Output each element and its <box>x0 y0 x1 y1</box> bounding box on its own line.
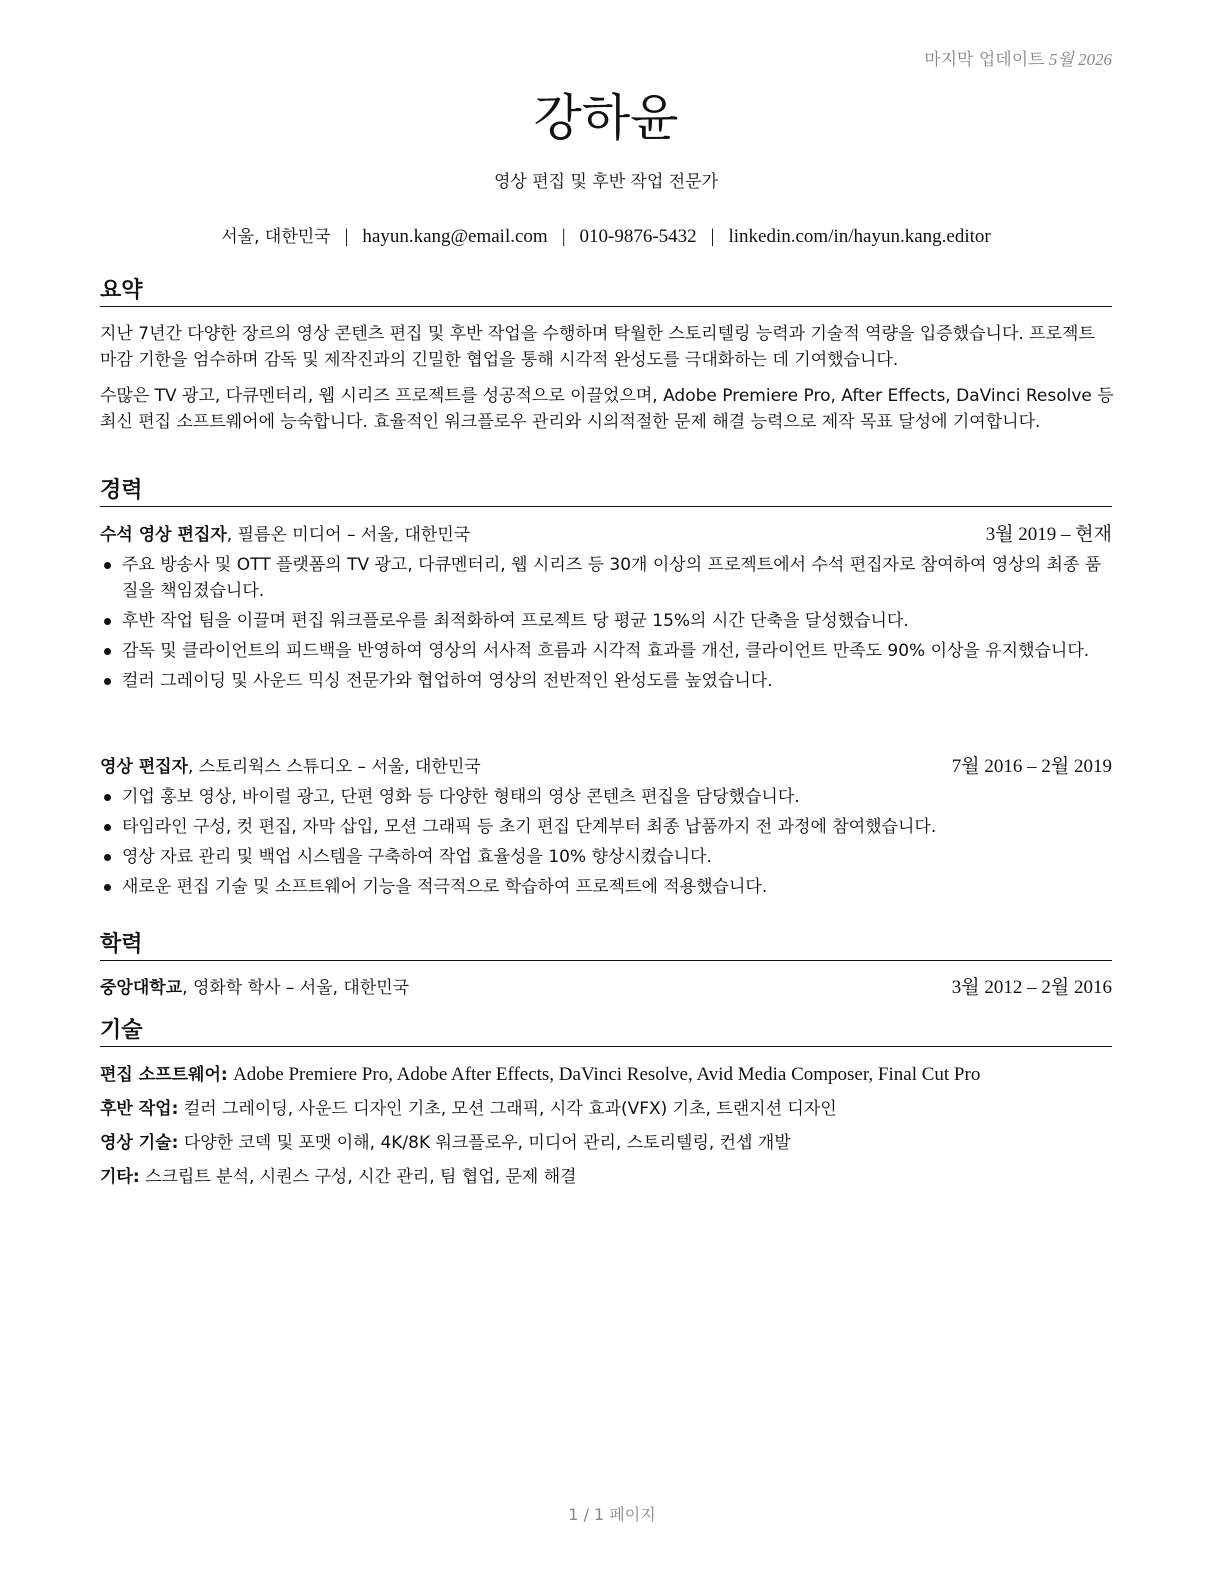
education-degree: 영화학 학사 <box>192 978 281 998</box>
job-location: 서울, 대한민국 <box>360 525 471 545</box>
job-role: 영상 편집자 <box>100 757 189 777</box>
job-bullet: 주요 방송사 및 OTT 플랫폼의 TV 광고, 다큐멘터리, 웹 시리즈 등 30개 이상의 프로젝트에서 수석 편집자로 참여하여 영상의 최종 품질을 책임졌습니다. <box>100 552 1112 604</box>
job-bullet: 타임라인 구성, 컷 편집, 자막 삽입, 모션 그래픽 등 초기 편집 단계부터 최종 납품까지 전 과정에 참여했습니다. <box>100 814 1112 840</box>
contact-separator: | <box>561 226 566 247</box>
job-header: 영상 편집자, 스토리웍스 스튜디오 – 서울, 대한민국 7월 2016 – 2월 2019 <box>100 754 1112 780</box>
job-header: 수석 영상 편집자, 필름온 미디어 – 서울, 대한민국 3월 2019 – 현재 <box>100 522 1112 548</box>
job-bullet: 후반 작업 팀을 이끌며 편집 워크플로우를 최적화하여 프로젝트 당 평균 15%의 시간 단축을 달성했습니다. <box>100 608 1112 634</box>
job-bullet-list <box>100 552 1112 698</box>
skill-row <box>100 1164 1112 1190</box>
page-number: 1 / 1 페이지 <box>568 1505 656 1524</box>
education-dates: 3월 2012 – 2월 2016 <box>951 977 1112 998</box>
section-title-education: 학력 <box>100 931 1112 961</box>
skill-row <box>100 1062 1112 1088</box>
candidate-name: 강하윤 <box>533 89 679 147</box>
contact-location: 서울, 대한민국 <box>221 227 331 247</box>
contact-phone: 010-9876-5432 <box>579 226 697 247</box>
job-bullet: 감독 및 클라이언트의 피드백을 반영하여 영상의 서사적 흐름과 시각적 효과를 개선, 클라이언트 만족도 90% 이상을 유지했습니다. <box>100 638 1112 664</box>
last-updated-label: 마지막 업데이트 <box>924 50 1045 70</box>
skill-label: 영상 기술: <box>100 1133 179 1153</box>
job-dates: 7월 2016 – 2월 2019 <box>951 756 1112 777</box>
last-updated <box>924 45 1112 70</box>
contact-linkedin-link[interactable]: linkedin.com/in/hayun.kang.editor <box>728 226 991 247</box>
skill-label: 후반 작업: <box>100 1099 179 1119</box>
skill-values: 다양한 코덱 및 포맷 이해, 4K/8K 워크플로우, 미디어 관리, 스토리텔링, 컨셉 개발 <box>183 1133 791 1153</box>
job-dates: 3월 2019 – 현재 <box>985 524 1112 545</box>
skill-label: 기타: <box>100 1167 140 1187</box>
summary-paragraph: 지난 7년간 다양한 장르의 영상 콘텐츠 편집 및 후반 작업을 수행하며 탁월한 스토리텔링 능력과 기술적 역량을 입증했습니다. 프로젝트 마감 기한을 엄수하며 감독 및 제작진과의 긴밀한 협업을 통해 시각적 완성도를 극대화하는 데 기여했습니다. <box>100 324 1095 370</box>
section-title-experience: 경력 <box>100 477 1112 507</box>
contact-line <box>100 224 1112 250</box>
job-location: 서울, 대한민국 <box>371 757 481 777</box>
job-company: 필름온 미디어 <box>237 525 342 545</box>
job-company: 스토리웍스 스튜디오 <box>198 757 353 777</box>
job-bullet: 기업 홍보 영상, 바이럴 광고, 단편 영화 등 다양한 형태의 영상 콘텐츠 편집을 담당했습니다. <box>100 784 1112 810</box>
job-bullet: 영상 자료 관리 및 백업 시스템을 구축하여 작업 효율성을 10% 향상시켰습니다. <box>100 844 1112 870</box>
skill-row <box>100 1096 1112 1122</box>
contact-separator: | <box>710 226 715 247</box>
education-entry: 중앙대학교, 영화학 학사 – 서울, 대한민국 3월 2012 – 2월 2016 <box>100 975 1112 1001</box>
job-bullet: 새로운 편집 기술 및 소프트웨어 기능을 적극적으로 학습하여 프로젝트에 적용했습니다. <box>100 874 1112 900</box>
education-school: 중앙대학교 <box>100 978 183 998</box>
job-bullet-list <box>100 784 1112 904</box>
contact-separator: | <box>344 226 349 247</box>
candidate-headline: 영상 편집 및 후반 작업 전문가 <box>493 172 719 192</box>
contact-email-link[interactable]: hayun.kang@email.com <box>362 226 548 247</box>
section-title-skills: 기술 <box>100 1017 1112 1047</box>
skill-values: 스크립트 분석, 시퀀스 구성, 시간 관리, 팀 협업, 문제 해결 <box>145 1167 577 1187</box>
skill-row <box>100 1130 1112 1156</box>
job-bullet: 컬러 그레이딩 및 사운드 믹싱 전문가와 협업하여 영상의 전반적인 완성도를 높였습니다. <box>100 668 1112 694</box>
education-location: 서울, 대한민국 <box>299 978 410 998</box>
job-role: 수석 영상 편집자 <box>100 525 227 545</box>
skill-values: Adobe Premiere Pro, Adobe After Effects, DaVinci Resolve, Avid Media Composer, Final Cut Pro <box>233 1064 981 1085</box>
skill-values: 컬러 그레이딩, 사운드 디자인 기초, 모션 그래픽, 시각 효과(VFX) 기초, 트랜지션 디자인 <box>183 1099 837 1119</box>
summary-paragraph: 수많은 TV 광고, 다큐멘터리, 웹 시리즈 프로젝트를 성공적으로 이끌었으며, Adobe Premiere Pro, After Effects, DaVinci Resolve 등 최신 편집 소프트웨어에 능숙합니다. 효율적인 워크플로우 관리와 시의적절한 문제 해결 능력으로 제작 목표 달성에 기여합니다. <box>100 386 1114 432</box>
section-title-summary: 요약 <box>100 277 1112 307</box>
skill-label: 편집 소프트웨어: <box>100 1065 228 1085</box>
last-updated-date: 5월 2026 <box>1048 50 1112 69</box>
